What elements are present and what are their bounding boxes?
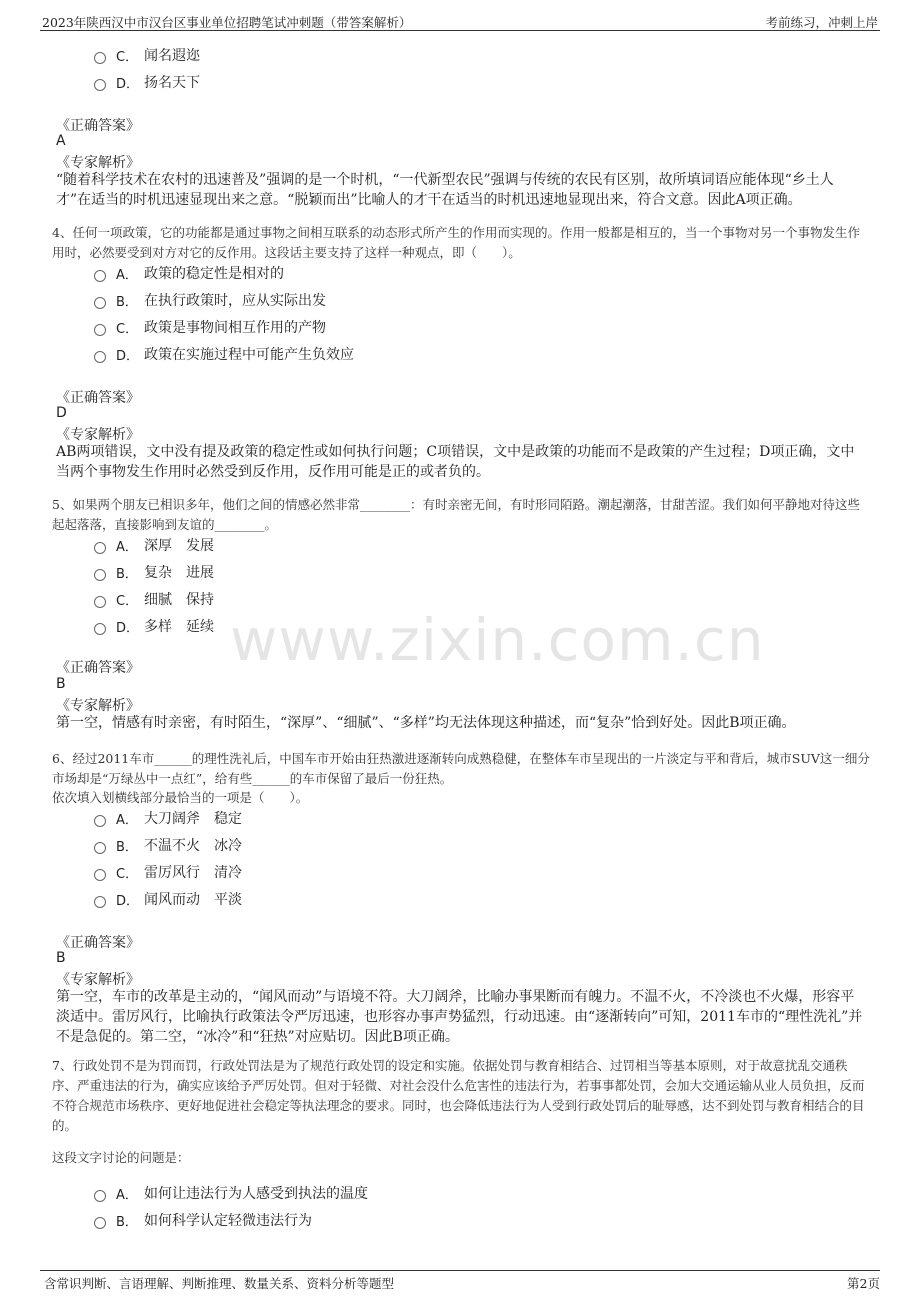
option-q4-d[interactable]: D． 政策在实施过程中可能产生负效应: [94, 344, 354, 364]
answer-q5: B: [56, 676, 66, 692]
expert-title-q4: 《专家解析》: [56, 427, 140, 443]
radio-icon[interactable]: [94, 270, 106, 282]
option-q5-c[interactable]: C． 细腻 保持: [94, 589, 214, 609]
radio-icon[interactable]: [94, 623, 106, 635]
option-q5-d[interactable]: D． 多样 延续: [94, 616, 214, 636]
radio-icon[interactable]: [94, 52, 106, 64]
page-header: [40, 10, 880, 31]
option-q6-d[interactable]: D． 闻风而动 平淡: [94, 889, 242, 909]
expert-title-q6: 《专家解析》: [56, 972, 140, 988]
option-q3-c[interactable]: C． 闻名遐迩: [94, 45, 200, 65]
footer-topics: 含常识判断、言语理解、判断推理、数量关系、资料分析等题型: [44, 1276, 395, 1291]
option-q4-c[interactable]: C． 政策是事物间相互作用的产物: [94, 317, 326, 337]
answer-q6: B: [56, 950, 66, 966]
radio-icon[interactable]: [94, 542, 106, 554]
radio-icon[interactable]: [94, 297, 106, 309]
explanation-q3: “随着科学技术在农村的迅速普及”强调的是一个时机，“一代新型农民”强调与传统的农民有区别，故所填词语应能体现“乡土人才”在适当的时机迅速显现出来之意。“脱颖而出”比喻人的才干在适当的时机迅速地显现出来，符合文意。因此A项正确。: [56, 172, 834, 208]
question-5-stem: 5、如果两个朋友已相识多年，他们之间的情感必然非常________：有时亲密无间，有时形同陌路。潮起潮落，甘甜苦涩。我们如何平静地对待这些起起落落，直接影响到友谊的________。: [52, 497, 860, 532]
radio-icon[interactable]: [94, 869, 106, 881]
header-title: 2023年陕西汉中市汉台区事业单位招聘笔试冲刺题（带答案解析）: [42, 15, 412, 30]
radio-icon[interactable]: [94, 569, 106, 581]
explanation-q6: 第一空，车市的改革是主动的，“闻风而动”与语境不符。大刀阔斧，比喻办事果断而有魄力。不温不火，不冷淡也不火爆，形容平淡适中。雷厉风行，比喻执行政策法令严厉迅速，也形容办事声势猛烈，行动迅速。由“逐渐转向”可知，2011车市的“理性洗礼”并不是急促的。第二空，“冰冷”和“狂热”对应贴切。因此B项正确。: [56, 989, 863, 1045]
radio-icon[interactable]: [94, 842, 106, 854]
answer-title-q5: 《正确答案》: [56, 660, 140, 676]
option-q4-b[interactable]: B． 在执行政策时，应从实际出发: [94, 290, 326, 310]
option-q4-a[interactable]: A． 政策的稳定性是相对的: [94, 263, 284, 283]
radio-icon[interactable]: [94, 79, 106, 91]
header-slogan: 考前练习，冲刺上岸: [765, 15, 878, 30]
radio-icon[interactable]: [94, 1190, 106, 1202]
option-q6-c[interactable]: C． 雷厉风行 清冷: [94, 862, 242, 882]
page-footer: [40, 1270, 880, 1293]
answer-title-q4: 《正确答案》: [56, 390, 140, 406]
option-q3-d[interactable]: D． 扬名天下: [94, 72, 200, 92]
question-6-stem: 6、经过2011车市______的理性洗礼后，中国车市开始由狂热激进逐渐转向成熟稳健，在整体车市呈现出的一片淡定与平和背后，城市SUV这一细分市场却是“万绿丛中一点红”，给有些______的车市保留了最后一份狂热。: [52, 751, 870, 786]
radio-icon[interactable]: [94, 596, 106, 608]
radio-icon[interactable]: [94, 324, 106, 336]
expert-title-q3: 《专家解析》: [56, 155, 140, 171]
option-q6-b[interactable]: B． 不温不火 冰冷: [94, 835, 242, 855]
watermark: www.zixin.com.cn: [230, 606, 765, 674]
question-6-instruction: 依次填入划横线部分最恰当的一项是（ ）。: [52, 790, 309, 805]
option-q6-a[interactable]: A． 大刀阔斧 稳定: [94, 808, 242, 828]
answer-q3: A: [56, 133, 66, 149]
option-q7-b[interactable]: B． 如何科学认定轻微违法行为: [94, 1210, 312, 1230]
radio-icon[interactable]: [94, 351, 106, 363]
explanation-q5: 第一空，情感有时亲密，有时陌生，“深厚”、“细腻”、“多样”均无法体现这种描述，而“复杂”恰到好处。因此B项正确。: [56, 715, 796, 731]
answer-q4: D: [56, 405, 67, 421]
answer-title-q6: 《正确答案》: [56, 935, 140, 951]
explanation-q4: AB两项错误，文中没有提及政策的稳定性或如何执行问题；C项错误，文中是政策的功能而不是政策的产生过程；D项正确，文中当两个事物发生作用时必然受到反作用，反作用可能是正的或者负的。: [56, 444, 855, 480]
answer-title-q3: 《正确答案》: [56, 118, 140, 134]
radio-icon[interactable]: [94, 1217, 106, 1229]
option-q7-a[interactable]: A． 如何让违法行为人感受到执法的温度: [94, 1183, 368, 1203]
question-7-stem: 7、行政处罚不是为罚而罚，行政处罚法是为了规范行政处罚的设定和实施。依据处罚与教育相结合、过罚相当等基本原则，对于故意扰乱交通秩序、严重违法的行为，确实应该给予严厉处罚。但对于轻微、对社会没什么危害性的违法行为，若事事都处罚，会加大交通运输从业人员负担，反而不符合规范市场秩序、更好地促进社会稳定等执法理念的要求。同时，也会降低违法行为人受到行政处罚后的耻辱感，达不到处罚与教育相结合的目的。: [52, 1058, 865, 1133]
option-q5-a[interactable]: A． 深厚 发展: [94, 535, 214, 555]
question-4-stem: 4、任何一项政策，它的功能都是通过事物之间相互联系的动态形式所产生的作用而实现的。作用一般都是相互的，当一个事物对另一个事物发生作用时，必然要受到对方对它的反作用。这段话主要支持了这样一种观点，即（ ）。: [52, 225, 860, 260]
radio-icon[interactable]: [94, 896, 106, 908]
question-7-instruction: 这段文字讨论的问题是：: [52, 1150, 190, 1165]
expert-title-q5: 《专家解析》: [56, 698, 140, 714]
option-q5-b[interactable]: B． 复杂 进展: [94, 562, 214, 582]
radio-icon[interactable]: [94, 815, 106, 827]
page-number: 第2页: [847, 1276, 880, 1291]
